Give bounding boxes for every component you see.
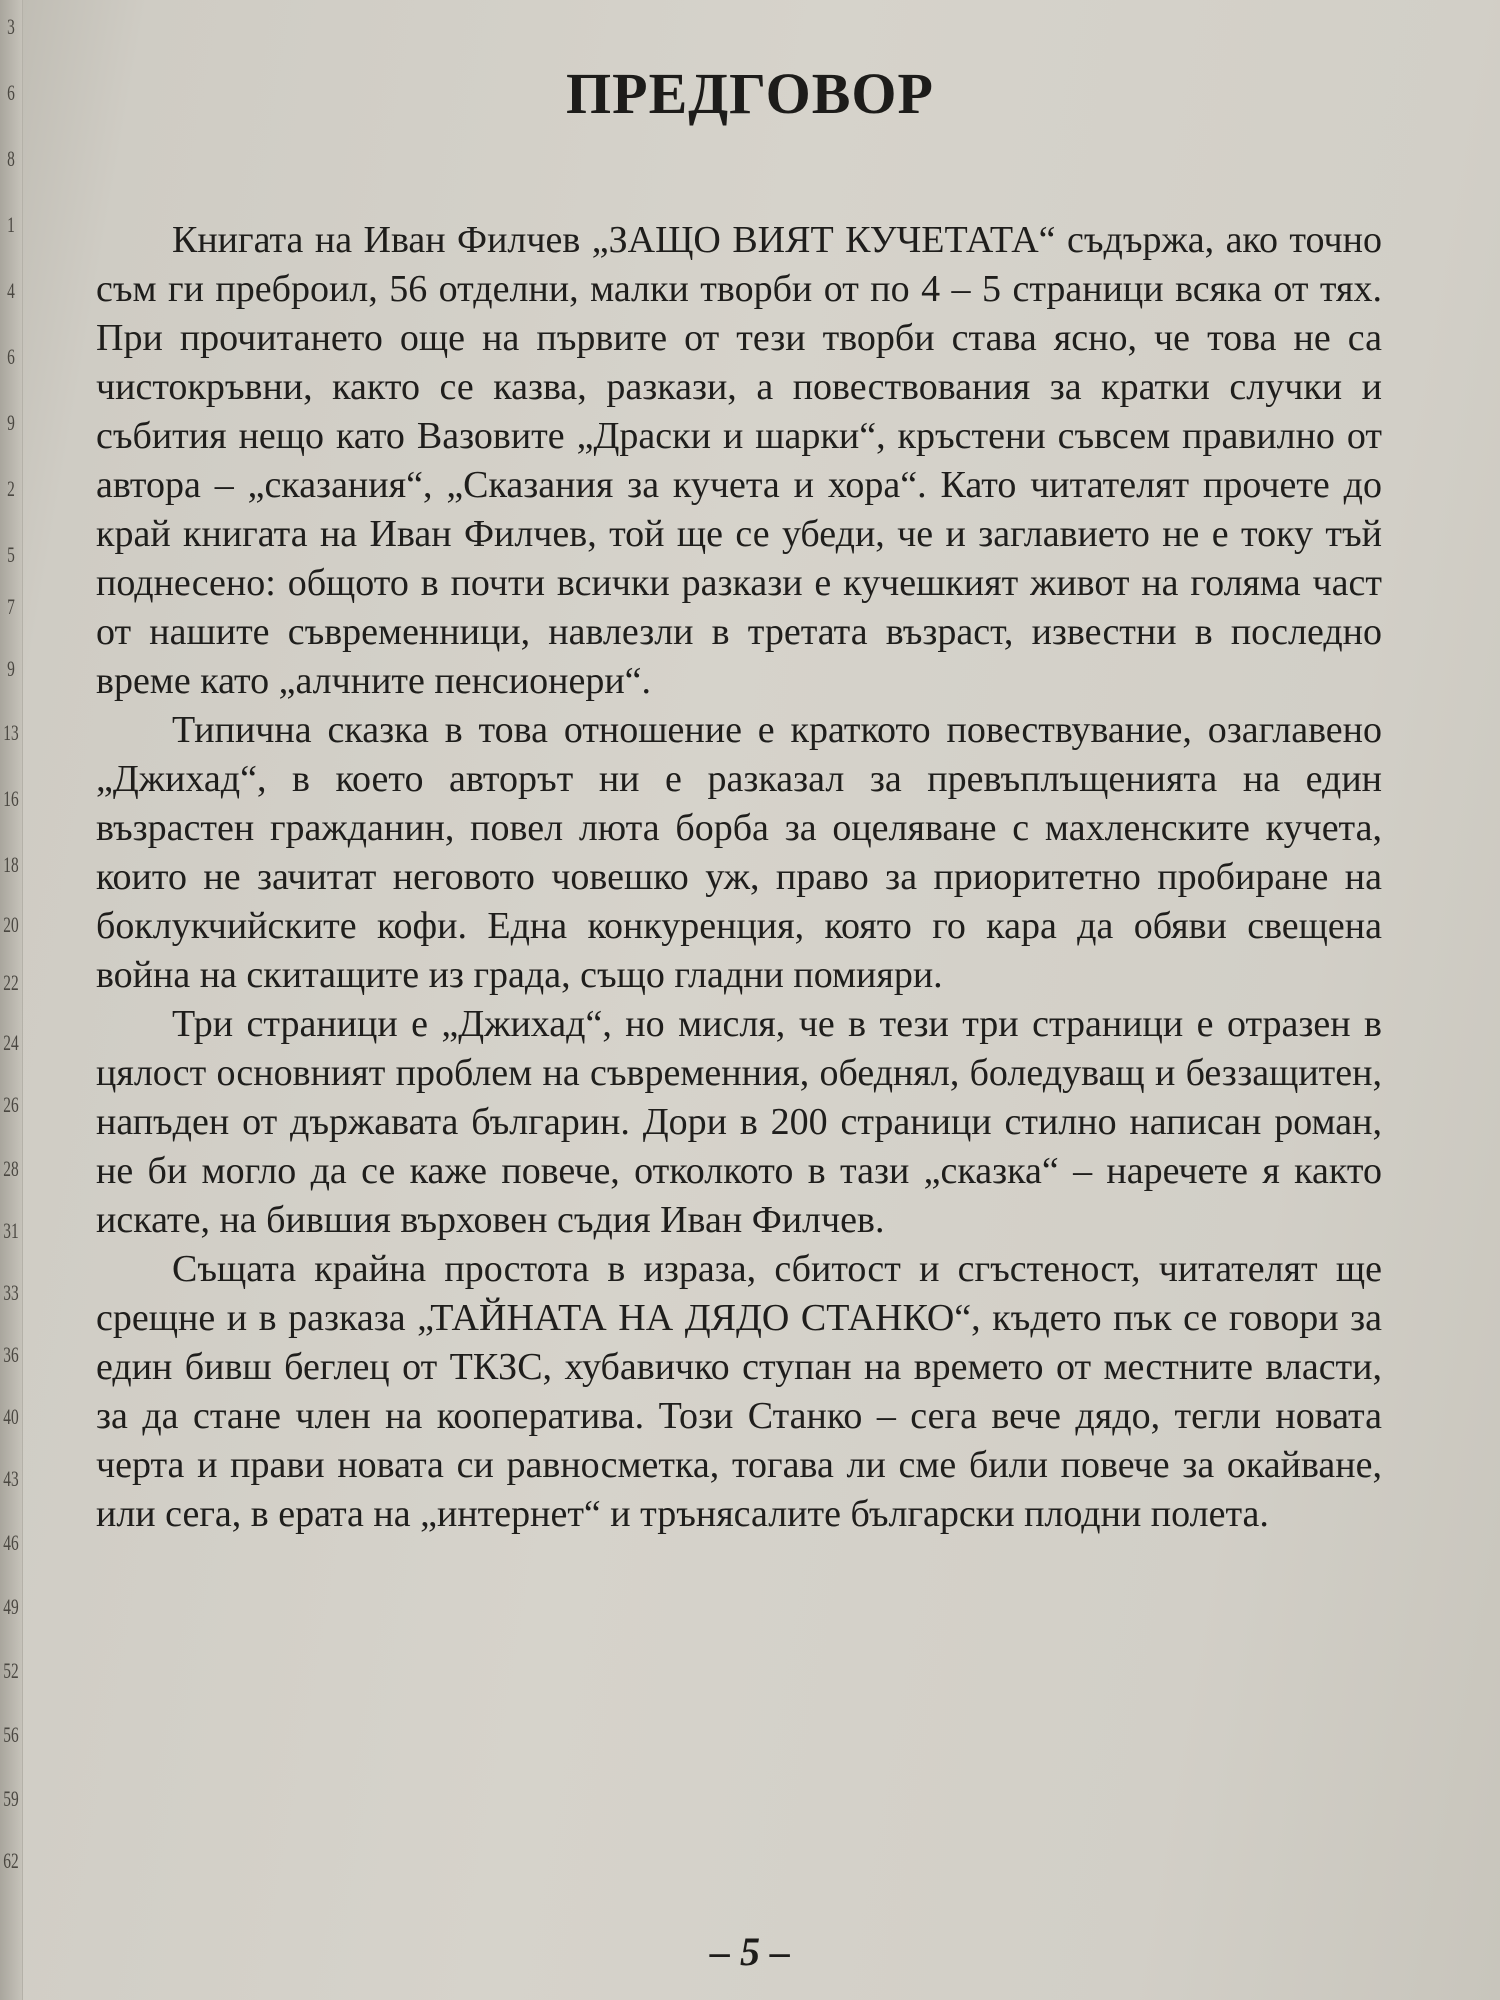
gutter-number: 31	[3, 1218, 19, 1243]
gutter-number: 43	[3, 1466, 19, 1491]
gutter-number: 1	[7, 212, 15, 237]
paragraph: Книгата на Иван Филчев „ЗАЩО ВИЯТ КУЧЕТАТА“ съдържа, ако точно съм ги преброил, 56 отделни, малки творби от по 4 – 5 страници всяка от тях. При прочитането още на първите от тези творби става ясно, че това не са чистокръвни, както се казва, разкази, а повествования за кратки случки и събития нещо като Вазовите „Драски и шарки“, кръстени съвсем правилно от автора – „сказания“, „Сказания за кучета и хора“. Като читателят прочете до край книгата на Иван Филчев, той ще се убеди, че и заглавието не е току тъй поднесено: общото в почти всички разкази е кучешкият живот на голяма част от нашите съвременници, навлезли в третата възраст, известни в последно време като „алчните пенсионери“.	[96, 219, 1382, 702]
gutter-number: 56	[3, 1722, 19, 1747]
gutter-number: 59	[3, 1786, 19, 1811]
gutter-number: 49	[3, 1594, 19, 1619]
body-text	[96, 216, 1382, 1539]
paragraph: Три страници е „Джихад“, но мисля, че в тези три страници е отразен в цялост основният проблем на съвременния, обеднял, боледуващ и беззащитен, напъден от държавата българин. Дори в 200 страници стилно написан роман, не би могло да се каже повече, отколкото в тази „сказка“ – наречете я както искате, на бившия върховен съдия Иван Филчев.	[96, 1003, 1382, 1241]
gutter-number: 62	[3, 1848, 19, 1873]
page-title: ПРЕДГОВОР	[566, 61, 934, 126]
gutter-number: 40	[3, 1404, 19, 1429]
gutter-number: 8	[7, 146, 15, 171]
gutter-number: 6	[7, 344, 15, 369]
page-number: – 5 –	[710, 1929, 790, 1974]
gutter-number: 9	[7, 656, 15, 681]
gutter-number: 52	[3, 1658, 19, 1683]
gutter-number: 6	[7, 80, 15, 105]
gutter-number: 36	[3, 1342, 19, 1367]
gutter-number: 46	[3, 1530, 19, 1555]
paragraph: Същата крайна простота в израза, сбитост и сгъстеност, читателят ще срещне и в разказа „ТАЙНАТА НА ДЯДО СТАНКО“, където пък се говори за един бивш беглец от ТКЗС, хубавичко ступан на времето от местните власти, за да стане член на кооператива. Този Станко – сега вече дядо, тегли новата черта и прави новата си равносметка, тогава ли сме били повече за окайване, или сега, в ерата на „интернет“ и трънясалите български плодни полета.	[96, 1248, 1382, 1535]
gutter-number: 33	[3, 1280, 19, 1305]
gutter-number: 24	[3, 1030, 19, 1055]
gutter-number: 28	[3, 1156, 19, 1181]
gutter-number: 2	[7, 476, 15, 501]
gutter-number: 20	[3, 912, 19, 937]
gutter-number: 7	[7, 594, 15, 619]
adjacent-page-edge	[0, 0, 23, 2000]
gutter-number: 22	[3, 970, 19, 995]
paragraph: Типична сказка в това отношение е краткото повествувание, озаглавено „Джихад“, в което авторът ни е разказал за превъплъщенията на един възрастен гражданин, повел люта борба за оцеляване с махленските кучета, които не зачитат неговото човешко уж, право за приоритетно пробиране на боклукчийските кофи. Една конкуренция, която го кара да обяви свещена война на скитащите из града, също гладни помияри.	[96, 709, 1382, 996]
gutter-number: 5	[7, 542, 15, 567]
gutter-number: 26	[3, 1092, 19, 1117]
gutter-number: 4	[7, 278, 15, 303]
gutter-number: 18	[3, 852, 19, 877]
gutter-number: 9	[7, 410, 15, 435]
gutter-number: 13	[3, 720, 19, 745]
gutter-number: 16	[3, 786, 19, 811]
gutter-number: 3	[7, 14, 15, 39]
